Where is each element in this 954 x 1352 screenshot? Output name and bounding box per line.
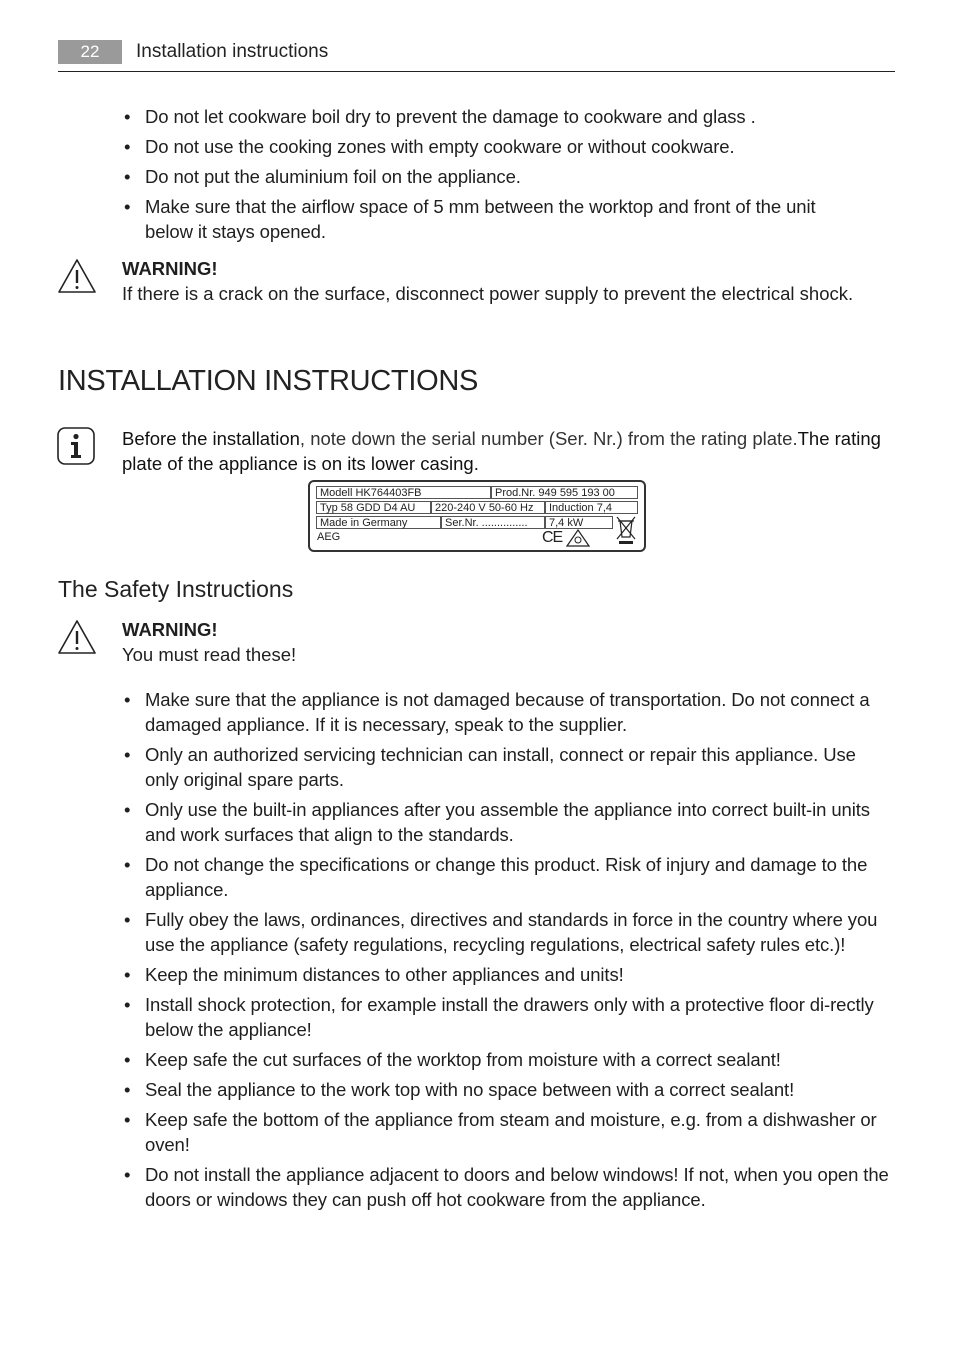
list-item: • Do not put the aluminium foil on the appliance. [124,166,521,187]
warning-triangle-icon [57,619,97,655]
page-number: 22 [58,40,122,64]
list-item: • Seal the appliance to the work top with no space between with a correct sealant! [124,1079,795,1100]
section-title: INSTALLATION INSTRUCTIONS [58,365,479,397]
warning-text: If there is a crack on the surface, disconnect power supply to prevent the electrical shock. [122,283,854,304]
warning-title: WARNING! [122,619,218,640]
header-title: Installation instructions [136,41,329,62]
page-header [58,40,895,72]
list-item: • Do not change the specifications or change this product. Risk of injury and damage to the appliance. [124,854,868,900]
list-item: • Make sure that the airflow space of 5 mm between the worktop and front of the unit below it stays opened. [124,196,816,242]
warning-triangle-icon [57,258,97,294]
list-item: • Keep safe the bottom of the appliance from steam and moisture, e.g. from a dishwasher or oven! [124,1109,877,1155]
weee-bin-icon [615,515,637,545]
list-item: • Do not use the cooking zones with empty cookware or without cookware. [124,136,735,157]
plate-ser-nr: Ser.Nr. ............... [441,516,545,529]
list-item: • Keep the minimum distances to other appliances and units! [124,964,624,985]
info-icon [57,427,95,465]
top-bullet-list [122,104,867,249]
list-item: • Only use the built-in appliances after you assemble the appliance into correct built-in units and work surfaces that align to the standards. [124,799,870,845]
rating-plate [308,480,646,552]
warning-text: You must read these! [122,644,297,665]
list-item: • Install shock protection, for example install the drawers only with a protective floor di-rectly below the appliance! [124,994,874,1040]
warning-block [122,617,862,667]
warning-block [122,256,862,306]
list-item: • Keep safe the cut surfaces of the worktop from moisture with a correct sealant! [124,1049,781,1070]
list-item: • Only an authorized servicing technician can install, connect or repair this appliance. Use only original spare parts. [124,744,856,790]
list-item: • Make sure that the appliance is not damaged because of transportation. Do not connect a damaged appliance. If it is necessary, speak to the supplier. [124,689,870,735]
plate-prod-nr: Prod.Nr. 949 595 193 00 [491,486,638,499]
list-item: • Do not let cookware boil dry to prevent the damage to cookware and glass . [124,106,756,127]
plate-brand: AEG [317,531,341,543]
subsection-title: The Safety Instructions [58,576,294,602]
plate-voltage: 220-240 V 50-60 Hz [431,501,545,514]
certification-triangle-icon [566,529,590,547]
list-item: • Do not install the appliance adjacent to doors and below windows! If not, when you open the doors or windows they can push off hot cookware from the appliance. [124,1164,889,1210]
plate-modell: Modell HK764403FB [316,486,491,499]
plate-induction: Induction 7,4 [545,501,638,514]
warning-title: WARNING! [122,258,218,279]
plate-power: 7,4 kW [545,516,613,529]
info-text: Before the installation, note down the serial number (Ser. Nr.) from the rating plate.The rating plate of the appliance is on its lower casing. [122,428,881,474]
list-item: • Fully obey the laws, ordinances, directives and standards in force in the country where you use the appliance (safety regulations, recycling regulations, electrical safety rules etc.)! [124,909,878,955]
safety-bullet-list [122,687,892,1217]
plate-made-in: Made in Germany [316,516,441,529]
plate-typ: Typ 58 GDD D4 AU [316,501,431,514]
ce-mark: CE [542,529,563,546]
